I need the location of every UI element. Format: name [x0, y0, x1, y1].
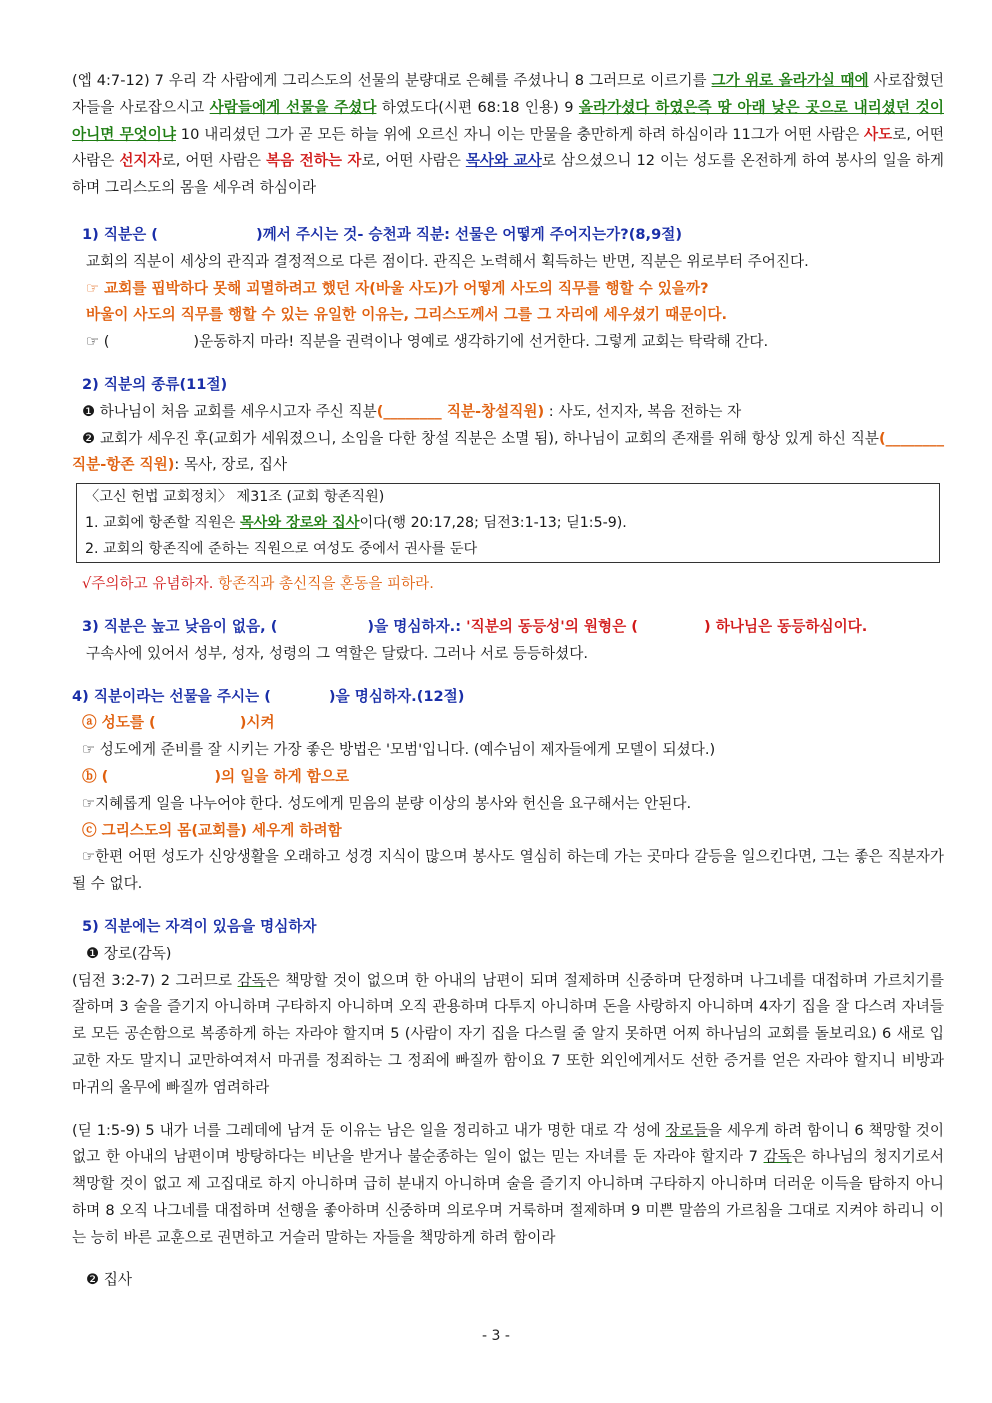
page-number: - 3 - — [482, 1328, 510, 1344]
section-5-text-1: (딤전 3:2-7) 2 그러므로 감독은 책망할 것이 없으며 한 아내의 남편이 되며 절제하며 신중하며 단정하며 나그네를 대접하며 가르치기를 잘하며 3 술을 즐기지 아니하며 구타하지 아니하며 오직 관용하며 다투지 아니하며 돈을 사랑하지 아니하며 4자기 집을 잘 다스려 자녀들로 모든 공손함으로 복종하게 하는 자라야 할지며 5 (사람이 자기 집을 다스릴 줄 알지 못하면 어찌 하나님의 교회를 돌보리요) 6 새로 입교한 자도 말지니 교만하여져서 마귀를 정죄하는 그 정죄에 빠질까 함이요 7 또한 외인에게서도 선한 증거를 얻은 자라야 할지니 비방과 마귀의 올무에 빠질까 염려하라 — [72, 971, 944, 1096]
constitution-box-title: 〈고신 헌법 교회정치〉 제31조 (교회 항존직원) — [85, 489, 385, 506]
document-page — [72, 68, 944, 1294]
intro-paragraph: (엡 4:7-12) 7 우리 각 사람에게 그리스도의 선물의 분량대로 은혜를 주셨나니 8 그러므로 이르기를 그가 위로 올라가실 때에 사로잡혔던 자들을 사로잡으시고 사람들에게 선물을 주셨다 하였도다(시편 68:18 인용) 9 올라가셨다 하였은즉 땅 아래 낮은 곳으로 내리셨던 것이 아니면 무엇이냐 10 내리셨던 그가 곧 모든 하늘 위에 오르신 자니 이는 만물을 충만하게 하려 하심이라 11그가 어떤 사람은 사도로, 어떤 사람은 선지자로, 어떤 사람은 복음 전하는 자로, 어떤 사람은 목사와 교사로 삼으셨으니 12 이는 성도를 온전하게 하여 봉사의 일을 하게 하며 그리스도의 몸을 세우려 하심이라 — [72, 72, 945, 197]
section-1-line-4: ☞ ( )운동하지 마라! 직분을 권력이나 영예로 생각하기에 선거한다. 그렇게 교회는 탁락해 간다. — [86, 333, 769, 351]
section-4-b-line: ☞지혜롭게 일을 나누어야 한다. 성도에게 믿음의 분량 이상의 봉사와 헌신을 요구해서는 안된다. — [82, 794, 692, 812]
highlight-apostles: 사도 — [864, 125, 893, 143]
section-2-item-1: ❶ 하나님이 처음 교회를 세우시고자 주신 직분(________ 직분-창설직원) : 사도, 선지자, 복음 전하는 자 — [82, 402, 742, 420]
section-2-note: √주의하고 유념하자. 항존직과 총신직을 혼동을 피하라. — [82, 575, 434, 593]
section-2-item-2: ❷ 교회가 세우진 후(교회가 세워졌으니, 소임을 다한 창설 직분은 소멸 됨), 하나님이 교회의 존재를 위해 항상 있게 하신 직분(________ 직분-항존 직원): 목사, 장로, 집사 — [72, 429, 944, 474]
section-4-b-heading: ⓑ ( )의 일을 하게 함으로 — [82, 767, 350, 785]
highlight-prophets: 선지자 — [119, 152, 162, 170]
highlight-ascended: 그가 위로 올라가실 때에 — [711, 72, 869, 89]
highlight-pastors-teachers: 목사와 교사 — [465, 152, 542, 170]
section-4-heading: 4) 직분이라는 선물을 주시는 ( )을 명심하자.(12절) — [72, 687, 465, 705]
highlight-descended: 올라가셨다 하였은즉 땅 아래 낮은 곳으로 내리셨던 것이 아니면 무엇이냐 — [72, 98, 944, 143]
section-5-item-1: ❶ 장로(감독) — [86, 944, 172, 962]
section-3-heading: 3) 직분은 높고 낮음이 없음, ( )을 명심하자.: '직분의 동등성'의 원형은 ( ) 하나님은 동등하심이다. — [82, 617, 868, 635]
section-4-a-heading: ⓐ 성도를 ( )시켜 — [82, 714, 275, 732]
section-5-heading: 5) 직분에는 자격이 있음을 명심하자 — [82, 917, 317, 935]
highlight-evangelists: 복음 전하는 자 — [265, 152, 362, 170]
section-1-line-2: ☞ 교회를 핍박하다 못해 괴멸하려고 했던 자(바울 사도)가 어떻게 사도의 직무를 행할 수 있을까? — [86, 279, 709, 297]
section-1-line-3: 바울이 사도의 직무를 행할 수 있는 유일한 이유는, 그리스도께서 그를 그 자리에 세우셨기 때문이다. — [86, 306, 728, 324]
section-4-a-line: ☞ 성도에게 준비를 잘 시키는 가장 좋은 방법은 '모범'입니다. (예수님이 제자들에게 모델이 되셨다.) — [82, 741, 716, 759]
section-5-text-2: (딛 1:5-9) 5 내가 너를 그레데에 남겨 둔 이유는 남은 일을 정리하고 내가 명한 대로 각 성에 장로들을 세우게 하려 함이니 6 책망할 것이 없고 한 아내의 남편이며 방탕하다는 비난을 받거나 불순종하는 일이 없는 믿는 자녀를 둔 자라야 할지라 7 감독은 하나님의 청지기로서 책망할 것이 없고 제 고집대로 하지 아니하며 급히 분내지 아니하며 술을 즐기지 아니하며 구타하지 아니하며 더러운 이득을 탐하지 아니하며 8 오직 나그네를 대접하며 선행을 좋아하며 신중하며 의로우며 거룩하며 절제하며 9 미쁜 말씀의 가르침을 그대로 지켜야 하리니 이는 능히 바른 교훈으로 권면하고 거슬러 말하는 자들을 책망하게 하려 함이라 — [72, 1121, 944, 1246]
section-4-c-heading: ⓒ 그리스도의 몸(교회를) 세우게 하려함 — [82, 821, 342, 839]
highlight-gifts: 사람들에게 선물을 주셨다 — [209, 98, 377, 116]
section-5-item-2: ❷ 집사 — [86, 1271, 132, 1289]
section-1-line-1: 교회의 직분이 세상의 관직과 결정적으로 다른 점이다. 관직은 노력해서 획득하는 반면, 직분은 위로부터 주어진다. — [86, 252, 809, 270]
constitution-box — [76, 483, 940, 563]
section-2-heading: 2) 직분의 종류(11절) — [82, 375, 228, 393]
constitution-box-line-2: 2. 교회의 항존직에 준하는 직원으로 여성도 중에서 권사를 둔다 — [85, 541, 478, 558]
constitution-box-line-1: 1. 교회에 항존할 직원은 목사와 장로와 집사이다(행 20:17,28; 딤전3:1-13; 딛1:5-9). — [85, 515, 627, 532]
section-4-c-line: ☞한편 어떤 성도가 신앙생활을 오래하고 성경 지식이 많으며 봉사도 열심히 하는데 가는 곳마다 갈등을 일으킨다면, 그는 좋은 직분자가 될 수 없다. — [72, 848, 944, 893]
section-1-heading: 1) 직분은 ( )께서 주시는 것- 승천과 직분: 선물은 어떻게 주어지는가?(8,9절) — [82, 225, 682, 243]
section-3-line-1: 구속사에 있어서 성부, 성자, 성령의 그 역할은 달랐다. 그러나 서로 등등하셨다. — [86, 644, 588, 662]
